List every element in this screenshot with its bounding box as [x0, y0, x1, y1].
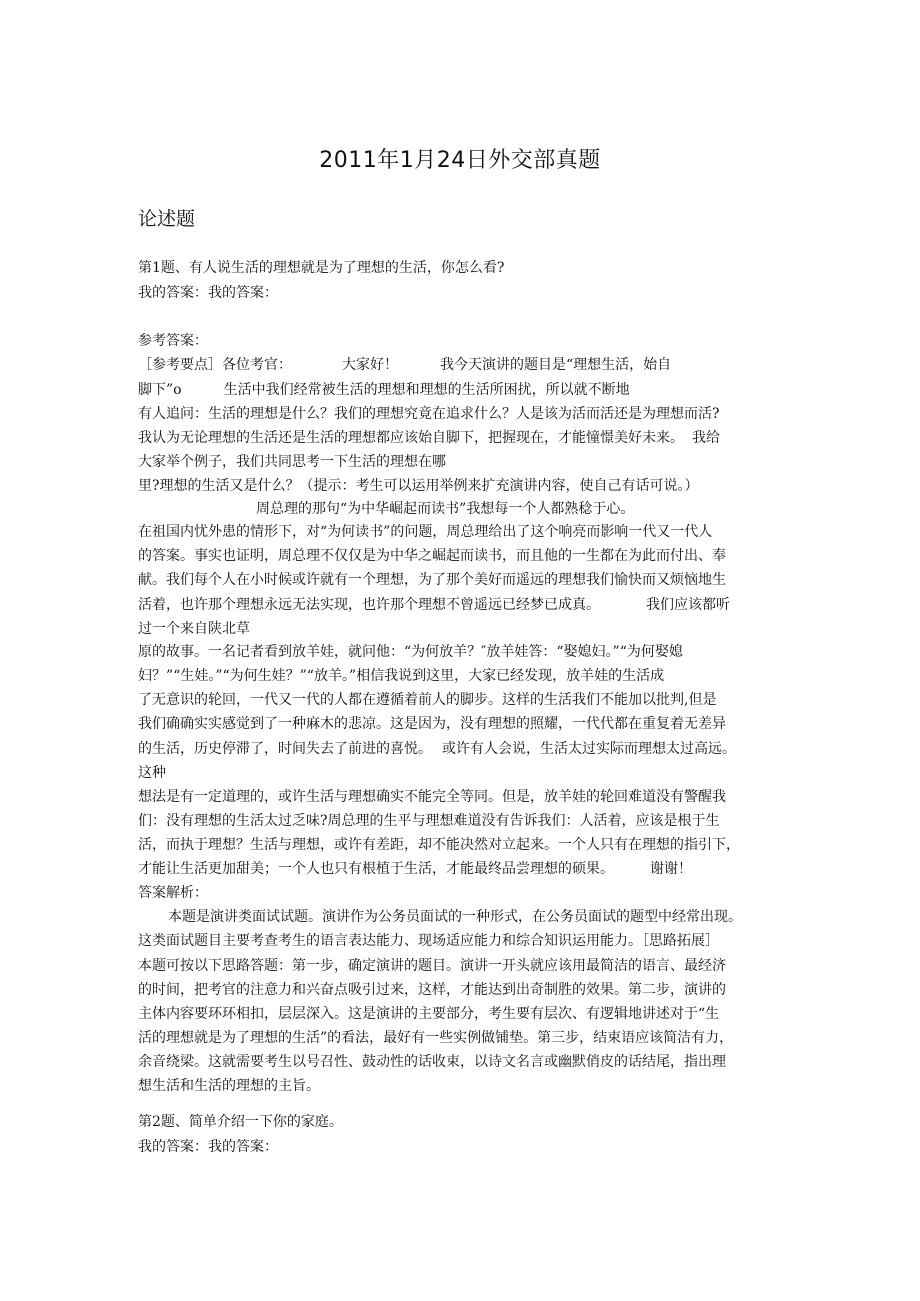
- page-title: 2011年1月24日外交部真题: [319, 148, 601, 173]
- ref-line: 才能让生活更加甜美；一个人也只有根植于生活，才能最终品尝理想的硕果。 谢谢！: [138, 861, 692, 877]
- ref-line: 在祖国内忧外患的情形下，对“为何读书”的问题，周总理给出了这个响亮而影响一代又一代人: [138, 524, 713, 540]
- analysis-line: 本题可按以下思路答题：第一步，确定演讲的题目。演讲一开头就应该用最简洁的语言、最经济: [138, 958, 726, 974]
- my-answer-1: 我的答案：我的答案：: [138, 285, 278, 301]
- ref-line: 过一个来自陕北草: [138, 621, 250, 637]
- ref-line: 脚下”o 生活中我们经常被生活的理想和理想的生活所困扰，所以就不断地: [138, 382, 630, 398]
- reference-answer-label: 参考答案：: [138, 333, 208, 349]
- ref-line: 妇？”“生娃。”“为何生娃？”“放羊。”相信我说到这里，大家已经发现，放羊娃的生活成: [138, 668, 665, 684]
- ref-line: 这种: [138, 765, 166, 781]
- ref-line: 活，而执于理想？生活与理想，或许有差距，却不能决然对立起来。一个人只有在理想的指引下，: [138, 837, 740, 853]
- section-heading: 论述题: [138, 208, 196, 230]
- ref-line: 活着，也许那个理想永远无法实现，也许那个理想不曾遥远已经梦已成真。 我们应该都听: [138, 597, 730, 613]
- ref-line: ［参考要点］各位考官： 大家好！ 我今天演讲的题目是“理想生活，始自: [138, 357, 672, 373]
- analysis-label: 答案解析：: [138, 885, 208, 901]
- ref-line: 周总理的那句“为中华崛起而读书”我想每一个人都熟稔于心。: [256, 501, 635, 517]
- analysis-line: 活的理想就是为了理想的生活”的看法，最好有一些实例做铺垫。第三步，结束语应该简洁有力，: [138, 1030, 734, 1046]
- question-1: 第1题、有人说生活的理想就是为了理想的生活，你怎么看?: [138, 260, 505, 276]
- ref-line: 原的故事。一名记者看到放羊娃，就问他：“为何放羊？″放羊娃答：“娶媳妇。”“为何娶媳: [138, 644, 683, 660]
- ref-line: 我认为无论理想的生活还是生活的理想都应该始自脚下，把握现在，才能憧憬美好未来。 我给: [138, 430, 720, 446]
- ref-line: 里?理想的生活又是什么？（提示：考生可以运用举例来扩充演讲内容，使自己有话可说。）: [138, 478, 699, 494]
- ref-line: 献。我们每个人在小时候或许就有一个理想，为了那个美好而遥远的理想我们愉快而又烦恼地生: [138, 572, 726, 588]
- analysis-line: 主体内容要环环相扣，层层深入。这是演讲的主要部分，考生要有层次、有逻辑地讲述对于“生: [138, 1006, 720, 1022]
- question-2: 第2题、简单介绍一下你的家庭。: [138, 1114, 343, 1130]
- ref-line: 想法是有一定道理的，或许生活与理想确实不能完全等同。但是，放羊娃的轮回难道没有警醒我: [138, 789, 726, 805]
- analysis-line: 想生活和生活的理想的主旨。: [138, 1078, 320, 1094]
- my-answer-2: 我的答案：我的答案：: [138, 1139, 278, 1155]
- analysis-line: 的时间，把考官的注意力和兴奋点吸引过来，这样，才能达到出奇制胜的效果。第二步，演讲的: [138, 982, 726, 998]
- ref-line: 我们确确实实感觉到了一种麻木的悲凉。这是因为，没有理想的照耀，一代代都在重复着无差异: [138, 716, 726, 732]
- ref-line: 大家举个例子，我们共同思考一下生活的理想在哪: [138, 454, 446, 470]
- ref-line: 的生活，历史停滞了，时间失去了前进的喜悦。 或许有人会说，生活太过实际而理想太过高远。: [138, 741, 736, 757]
- ref-line: 们：没有理想的生活太过乏味?周总理的生平与理想难道没有告诉我们：人活着，应该是根于生: [138, 813, 720, 829]
- analysis-line: 本题是演讲类面试试题。演讲作为公务员面试的一种形式，在公务员面试的题型中经常出现。: [168, 909, 742, 925]
- ref-line: 的答案。事实也证明，周总理不仅仅是为中华之崛起而读书，而且他的一生都在为此而付出、奉: [138, 548, 726, 564]
- ref-line: 有人追问：生活的理想是什么？我们的理想究竟在追求什么？人是该为活而活还是为理想而活?: [138, 406, 720, 422]
- analysis-line: 余音绕梁。这就需要考生以号召性、鼓动性的话收束，以诗文名言或幽默俏皮的话结尾，指出理: [138, 1054, 726, 1070]
- ref-line: 了无意识的轮回，一代又一代的人都在遵循着前人的脚步。这样的生活我们不能加以批判,但是: [138, 692, 717, 708]
- analysis-line: 这类面试题目主要考查考生的语言表达能力、现场适应能力和综合知识运用能力。［思路拓展］: [138, 933, 719, 949]
